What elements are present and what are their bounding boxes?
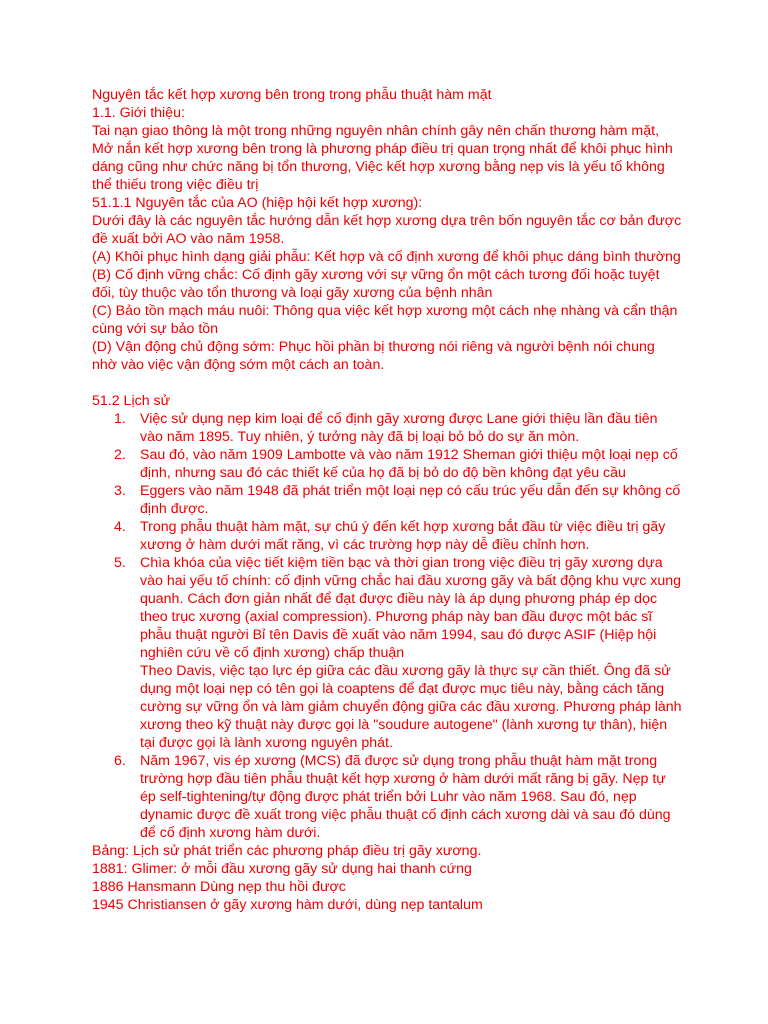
list-item-number: 1. <box>114 411 126 427</box>
list-item-text: Sau đó, vào năm 1909 Lambotte và vào năm 1912 Sheman giới thiệu một loại nẹp cố định, nhưng sau đó các thiết kế của họ đã bị bỏ do độ bền không đạt yêu cầu <box>140 447 678 481</box>
list-item-number: 6. <box>114 753 126 769</box>
table-caption: Bảng: Lịch sử phát triển các phương pháp điều trị gãy xương. <box>92 843 482 859</box>
list-item-text: Năm 1967, vis ép xương (MCS) đã được sử dụng trong phẫu thuật hàm mặt trong trường hợp đầu tiên phẫu thuật kết hợp xương ở hàm dưới mất răng bị gãy. Nẹp tự ép self-tightening/tự động được phát triển bởi Luhr vào năm 1968. Sau đó, nẹp dynamic được đề xuất trong việc phẫu thuật cố định cách xương dài và sau đó dùng để cố định xương hàm dưới. <box>140 753 671 841</box>
list-item-number: 4. <box>114 519 126 535</box>
list-item <box>92 410 682 446</box>
list-item <box>92 446 682 482</box>
list-item <box>92 518 682 554</box>
ao-principle-b: (B) Cố định vững chắc: Cố định gãy xương với sự vững ổn một cách tương đối hoặc tuyệt đối, tùy thuộc vào tổn thương và loại gãy xương của bệnh nhân <box>92 267 660 301</box>
list-item <box>92 554 682 752</box>
list-item-text-continued: Theo Davis, việc tạo lực ép giữa các đầu xương gãy là thực sự cần thiết. Ông đã sử dụng một loại nẹp có tên gọi là coaptens để đạt được mục tiêu này, bằng cách tăng cường sự vững ổn và làm giảm chuyển động giữa các đầu xương. Phương pháp lành xương theo kỹ thuật này được gọi là "soudure autogene" (lành xương tự thân), hiện tại được gọi là lành xương nguyên phát. <box>140 663 682 751</box>
blank-line <box>92 374 682 392</box>
list-item-text: Trong phẫu thuật hàm mặt, sự chú ý đến kết hợp xương bắt đầu từ việc điều trị gãy xương ở hàm dưới mất răng, vì các trường hợp này dễ điều chỉnh hơn. <box>140 519 666 553</box>
history-heading: 51.2 Lịch sử <box>92 393 171 409</box>
intro-heading: 1.1. Giới thiệu: <box>92 105 185 121</box>
list-item-number: 2. <box>114 447 126 463</box>
list-item-text: Chìa khóa của việc tiết kiệm tiền bạc và thời gian trong việc điều trị gãy xương dựa vào hai yếu tố chính: cố định vững chắc hai đầu xương gãy và bất động khu vực xung quanh. Cách đơn giản nhất để đạt được điều này là áp dụng phương pháp ép dọc theo trục xương (axial compression). Phương pháp này ban đầu được một bác sĩ phẫu thuật người Bỉ tên Davis đề xuất vào năm 1994, sau đó được ASIF (Hiệp hội nghiên cứu về cố định xương) chấp thuận <box>140 555 682 661</box>
ao-principle-a: (A) Khôi phục hình dạng giải phẫu: Kết hợp và cố định xương để khôi phục dáng bình thường <box>92 249 681 265</box>
list-item <box>92 752 682 842</box>
list-item-number: 3. <box>114 483 126 499</box>
table-line: 1881: Glimer: ở mỗi đầu xương gãy sử dụng hai thanh cứng <box>92 861 472 877</box>
ao-principle-c: (C) Bảo tồn mạch máu nuôi: Thông qua việc kết hợp xương một cách nhẹ nhàng và cẩn thận cùng với sự bảo tồn <box>92 303 678 337</box>
list-item-text: Eggers vào năm 1948 đã phát triển một loại nẹp có cấu trúc yếu dẫn đến sự không cố định được. <box>140 483 681 517</box>
ao-principle-d: (D) Vận động chủ động sớm: Phục hồi phần bị thương nói riêng và người bệnh nói chung nhờ vào việc vận động sớm một cách an toàn. <box>92 339 655 373</box>
list-item-text: Việc sử dụng nẹp kim loại để cố định gãy xương được Lane giới thiệu lần đầu tiên vào năm 1895. Tuy nhiên, ý tưởng này đã bị loại bỏ bỏ do sự ăn mòn. <box>140 411 658 445</box>
ao-intro-paragraph: Dưới đây là các nguyên tắc hướng dẫn kết hợp xương dựa trên bốn nguyên tắc cơ bản được đề xuất bởi AO vào năm 1958. <box>92 213 682 247</box>
document-page <box>92 86 682 914</box>
history-list <box>92 410 682 842</box>
list-item-number: 5. <box>114 555 126 571</box>
list-item <box>92 482 682 518</box>
table-line: 1945 Christiansen ở gãy xương hàm dưới, dùng nẹp tantalum <box>92 897 483 913</box>
ao-heading: 51.1.1 Nguyên tắc của AO (hiệp hội kết hợp xương): <box>92 195 423 211</box>
document-title: Nguyên tắc kết hợp xương bên trong trong phẫu thuật hàm mặt <box>92 87 492 103</box>
table-line: 1886 Hansmann Dùng nẹp thu hồi được <box>92 879 346 895</box>
intro-paragraph: Tai nạn giao thông là một trong những nguyên nhân chính gây nên chấn thương hàm mặt, Mở nắn kết hợp xương bên trong là phương pháp điều trị quan trọng nhất để khôi phục hình dáng cũng như chức năng bị tổn thương, Việc kết hợp xương bằng nẹp vis là yếu tố không thể thiếu trong việc điều trị <box>92 123 673 193</box>
